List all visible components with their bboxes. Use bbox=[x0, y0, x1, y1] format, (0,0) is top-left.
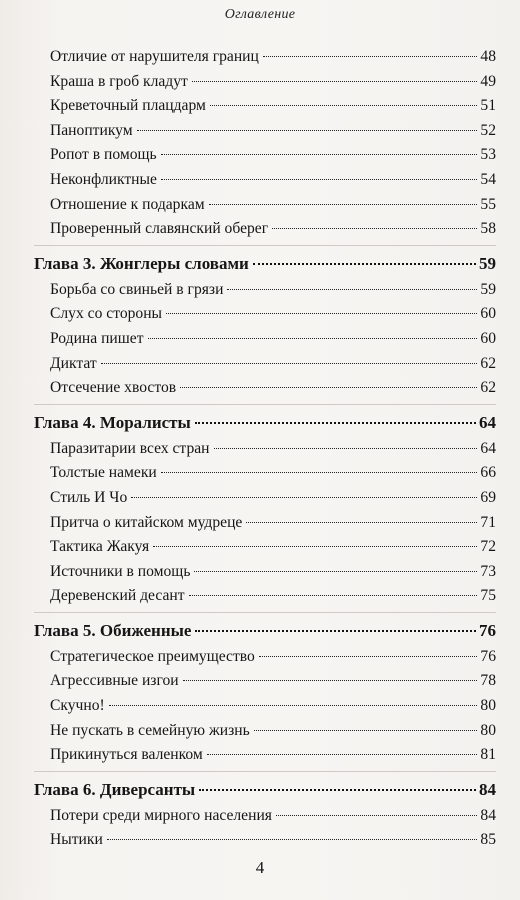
page-ref: 62 bbox=[480, 379, 496, 397]
page-ref: 54 bbox=[480, 170, 496, 188]
entry-title: Стиль И Чо bbox=[50, 488, 128, 506]
toc-entry bbox=[34, 486, 496, 511]
toc-entry bbox=[34, 278, 496, 303]
dot-leader bbox=[194, 571, 477, 572]
page-ref: 85 bbox=[480, 831, 496, 849]
dot-leader bbox=[148, 338, 478, 339]
section-divider bbox=[34, 244, 496, 246]
toc-chapter-entry bbox=[34, 617, 496, 645]
dot-leader bbox=[276, 815, 477, 816]
entry-title: Родина пишет bbox=[50, 329, 144, 347]
toc-entry bbox=[34, 560, 496, 585]
page-ref: 60 bbox=[480, 305, 496, 323]
dot-leader bbox=[210, 105, 478, 106]
page-ref: 64 bbox=[480, 439, 496, 457]
toc-entry bbox=[34, 327, 496, 352]
page-ref: 80 bbox=[480, 697, 496, 715]
dot-leader bbox=[166, 313, 477, 314]
page-ref: 60 bbox=[480, 329, 496, 347]
table-of-contents bbox=[34, 45, 496, 853]
entry-title: Отсечение хвостов bbox=[50, 379, 177, 397]
page-ref: 48 bbox=[480, 48, 496, 65]
dot-leader bbox=[246, 522, 477, 523]
page-ref: 64 bbox=[479, 412, 496, 432]
toc-entry bbox=[34, 94, 496, 119]
dot-leader bbox=[109, 705, 478, 706]
page-ref: 76 bbox=[480, 647, 496, 665]
toc-entry bbox=[34, 168, 496, 193]
entry-title: Слух со стороны bbox=[50, 305, 163, 323]
entry-title: Неконфликтные bbox=[50, 170, 157, 188]
entry-title: Потери среди мирного населения bbox=[50, 806, 272, 824]
page-ref: 69 bbox=[480, 488, 496, 506]
page-ref: 75 bbox=[480, 587, 496, 605]
entry-title: Тактика Жакуя bbox=[50, 538, 150, 556]
dot-leader bbox=[183, 680, 478, 681]
entry-title: Толстые намеки bbox=[50, 464, 157, 482]
page-ref: 58 bbox=[480, 220, 496, 238]
toc-entry bbox=[34, 302, 496, 327]
toc-entry bbox=[34, 119, 496, 144]
entry-title: Прикинуться валенком bbox=[50, 746, 203, 764]
dot-leader bbox=[195, 422, 476, 424]
chapter-title: Глава 3. Жонглеры словами bbox=[34, 253, 249, 273]
page-ref: 76 bbox=[479, 620, 496, 640]
entry-title: Паразитарии всех стран bbox=[50, 439, 210, 457]
entry-title: Скучно! bbox=[50, 697, 105, 715]
dot-leader bbox=[254, 730, 478, 731]
toc-entry bbox=[34, 694, 496, 719]
dot-leader bbox=[207, 754, 478, 755]
page-ref: 73 bbox=[480, 562, 496, 580]
dot-leader bbox=[195, 630, 476, 632]
toc-entry bbox=[34, 584, 496, 609]
page-ref: 78 bbox=[480, 672, 496, 690]
dot-leader bbox=[272, 228, 477, 229]
toc-entry bbox=[34, 719, 496, 744]
toc-entry bbox=[34, 535, 496, 560]
page-ref: 80 bbox=[480, 721, 496, 739]
toc-entry bbox=[34, 743, 496, 768]
toc-entry bbox=[34, 352, 496, 377]
entry-title: Диктат bbox=[50, 354, 97, 372]
dot-leader bbox=[161, 472, 478, 473]
chapter-title: Глава 6. Диверсанты bbox=[34, 779, 196, 799]
section-divider bbox=[34, 611, 496, 613]
dot-leader bbox=[137, 130, 478, 131]
entry-title: Притча о китайском мудреце bbox=[50, 513, 243, 531]
toc-entry bbox=[34, 376, 496, 401]
toc-entry bbox=[34, 669, 496, 694]
page-ref: 59 bbox=[480, 280, 496, 298]
dot-leader bbox=[189, 595, 478, 596]
page-number: 4 bbox=[255, 858, 265, 877]
entry-title: Борьба со свиньей в грязи bbox=[50, 280, 224, 298]
dot-leader bbox=[101, 363, 478, 364]
page-ref: 84 bbox=[480, 806, 496, 824]
dot-leader bbox=[192, 81, 478, 82]
entry-title: Источники в помощь bbox=[50, 562, 191, 580]
section-divider bbox=[34, 403, 496, 405]
entry-title: Креветочный плацдарм bbox=[50, 97, 206, 115]
toc-entry bbox=[34, 217, 496, 242]
toc-chapter-entry bbox=[34, 409, 496, 437]
entry-title: Отличие от нарушителя границ bbox=[50, 48, 259, 65]
dot-leader bbox=[209, 204, 478, 205]
page-ref: 49 bbox=[480, 72, 496, 90]
running-header: Оглавление bbox=[224, 7, 296, 22]
page-ref: 51 bbox=[480, 97, 496, 115]
entry-title: Стратегическое преимущество bbox=[50, 647, 255, 665]
entry-title: Не пускать в семейную жизнь bbox=[50, 721, 250, 739]
toc-entry bbox=[34, 461, 496, 486]
page-ref: 81 bbox=[480, 746, 496, 764]
toc-entry bbox=[34, 70, 496, 95]
dot-leader bbox=[259, 656, 478, 657]
entry-title: Агрессивные изгои bbox=[50, 672, 179, 690]
dot-leader bbox=[180, 387, 477, 388]
dot-leader bbox=[263, 56, 478, 57]
page-ref: 52 bbox=[480, 121, 496, 139]
page-ref: 59 bbox=[479, 253, 496, 273]
chapter-title: Глава 4. Моралисты bbox=[34, 412, 191, 432]
toc-entry bbox=[34, 193, 496, 218]
toc-entry bbox=[34, 804, 496, 829]
dot-leader bbox=[107, 839, 478, 840]
dot-leader bbox=[214, 448, 478, 449]
dot-leader bbox=[161, 154, 478, 155]
toc-entry bbox=[34, 645, 496, 670]
entry-title: Деревенский десант bbox=[50, 587, 185, 605]
dot-leader bbox=[227, 289, 477, 290]
toc-entry bbox=[34, 511, 496, 536]
entry-title: Ропот в помощь bbox=[50, 146, 157, 164]
toc-chapter-entry bbox=[34, 776, 496, 804]
section-divider bbox=[34, 770, 496, 772]
toc-entry bbox=[34, 45, 496, 70]
entry-title: Нытики bbox=[50, 831, 103, 849]
entry-title: Отношение к подаркам bbox=[50, 195, 205, 213]
toc-entry bbox=[34, 828, 496, 853]
dot-leader bbox=[161, 179, 478, 180]
toc-entry bbox=[34, 143, 496, 168]
page-ref: 53 bbox=[480, 146, 496, 164]
dot-leader bbox=[131, 497, 477, 498]
entry-title: Паноптикум bbox=[50, 121, 133, 139]
page-ref: 84 bbox=[479, 779, 496, 799]
dot-leader bbox=[153, 546, 477, 547]
toc-entry bbox=[34, 437, 496, 462]
entry-title: Проверенный славянский оберег bbox=[50, 220, 269, 238]
dot-leader bbox=[253, 263, 476, 265]
page-ref: 71 bbox=[480, 513, 496, 531]
chapter-title: Глава 5. Обиженные bbox=[34, 620, 192, 640]
page-ref: 72 bbox=[480, 538, 496, 556]
entry-title: Краша в гроб кладут bbox=[50, 72, 188, 90]
page-ref: 62 bbox=[480, 354, 496, 372]
page-ref: 55 bbox=[480, 195, 496, 213]
dot-leader bbox=[199, 789, 476, 791]
page-ref: 66 bbox=[480, 464, 496, 482]
toc-chapter-entry bbox=[34, 250, 496, 278]
